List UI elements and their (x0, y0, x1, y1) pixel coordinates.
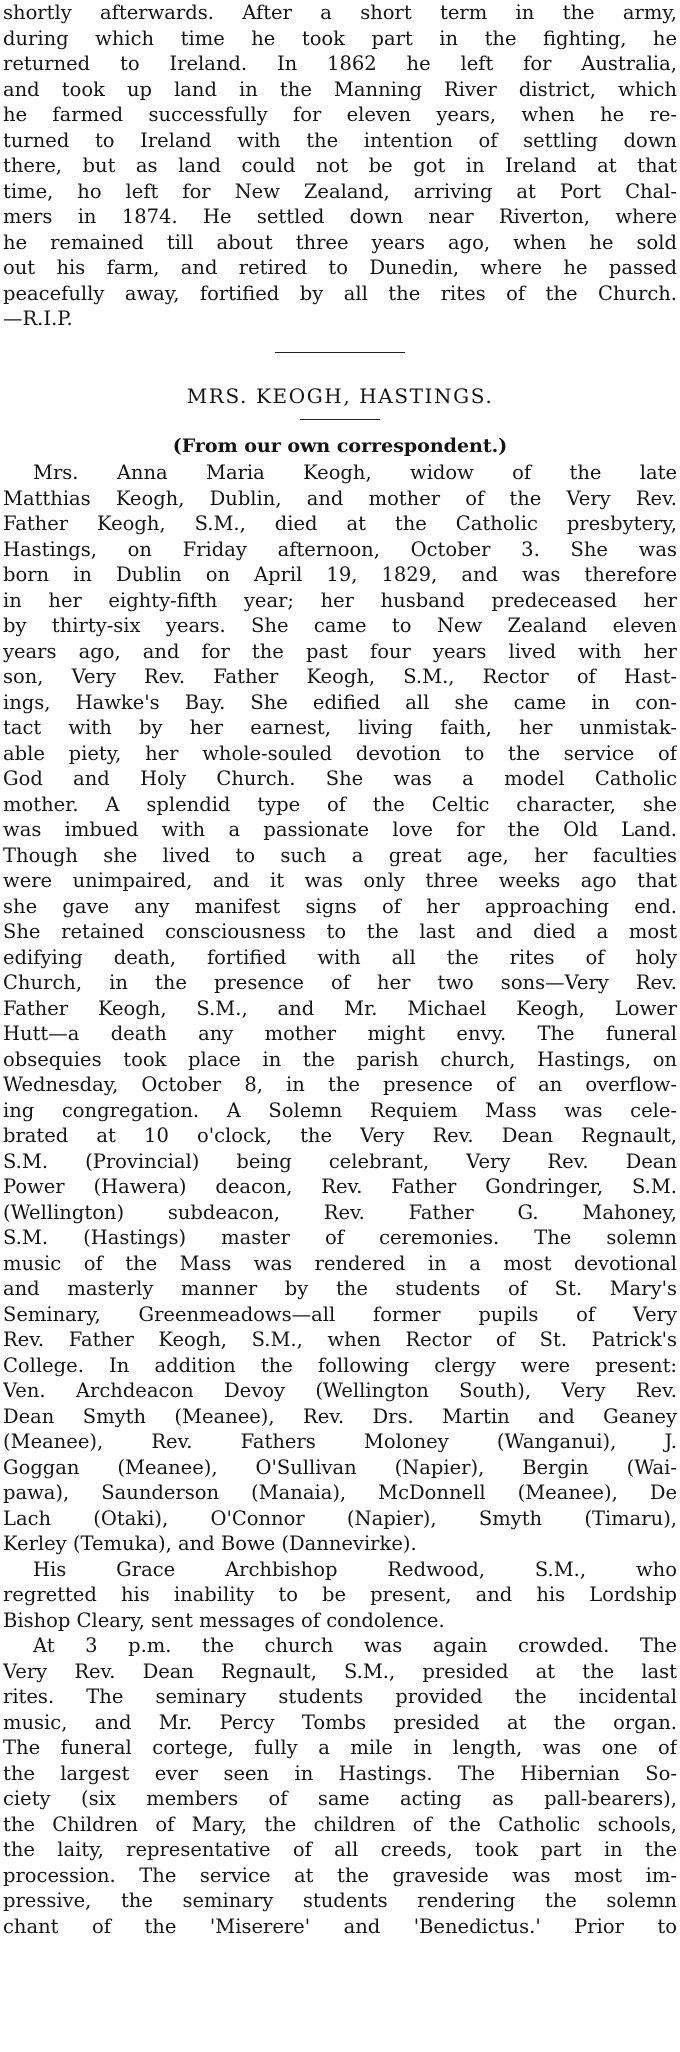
text-line: procession. The service at the graveside was most im- (3, 1863, 677, 1887)
text-line: regretted his inability to be present, and his Lordship (3, 1583, 677, 1607)
section-divider-rule (275, 352, 405, 353)
text-line: son, Very Rev. Father Keogh, S.M., Rector of Hast- (3, 665, 677, 689)
text-line: Wednesday, October 8, in the presence of an overflow- (3, 1073, 677, 1097)
text-line: —R.I.P. (3, 307, 73, 330)
text-line: College. In addition the following clergy were present: (3, 1353, 677, 1377)
text-line: (Wellington) subdeacon, Rev. Father G. Mahoney, (3, 1200, 677, 1224)
text-line: Mrs. Anna Maria Keogh, widow of the late (33, 461, 677, 485)
text-line: the laity, representative of all creeds, took part in the (3, 1838, 677, 1862)
text-line: able piety, her whole-souled devotion to the service of (3, 741, 677, 765)
text-line: obsequies took place in the parish church, Hastings, on (3, 1047, 677, 1071)
text-line: The funeral cortege, fully a mile in length, was one of (3, 1736, 677, 1760)
text-line: Rev. Father Keogh, S.M., when Rector of St. Patrick's (3, 1328, 677, 1352)
text-line: time, ho left for New Zealand, arriving at Port Chal- (3, 179, 677, 203)
text-line: pressive, the seminary students rendering the solemn (3, 1889, 677, 1913)
text-line: ings, Hawke's Bay. She edified all she came in con- (3, 690, 677, 714)
text-line: turned to Ireland with the intention of settling down (3, 128, 677, 152)
text-line: he remained till about three years ago, when he sold (3, 230, 677, 254)
text-line: At 3 p.m. the church was again crowded. The (33, 1634, 677, 1658)
text-line: there, but as land could not be got in Ireland at that (3, 154, 677, 177)
article-paragraph (3, 460, 677, 1557)
text-line: Kerley (Temuka), and Bowe (Dannevirke). (3, 1532, 417, 1556)
text-line: S.M. (Provincial) being celebrant, Very Rev. Dean (3, 1149, 677, 1173)
text-line: shortly afterwards. After a short term in the army, (3, 1, 677, 24)
text-line: Power (Hawera) deacon, Rev. Father Gondringer, S.M. (3, 1175, 677, 1199)
text-line: by thirty-six years. She came to New Zealand eleven (3, 614, 677, 638)
text-line: edifying death, fortified with all the rites of holy (3, 945, 677, 969)
text-line: Hastings, on Friday afternoon, October 3. She was (3, 537, 677, 561)
text-line: Matthias Keogh, Dublin, and mother of the Very Rev. (3, 486, 677, 510)
text-line: during which time he took part in the fighting, he (3, 26, 677, 50)
text-line: ing congregation. A Solemn Requiem Mass was cele- (3, 1098, 677, 1122)
text-column (3, 0, 677, 1939)
text-line: she gave any manifest signs of her approaching end. (3, 894, 677, 918)
text-line: Church, in the presence of her two sons—Very Rev. (3, 971, 677, 995)
text-line: born in Dublin on April 19, 1829, and was therefore (3, 563, 677, 587)
article-headline: MRS. KEOGH, HASTINGS. (186, 383, 494, 408)
text-line: tact with by her earnest, living faith, her unmistak- (3, 716, 677, 740)
text-line: brated at 10 o'clock, the Very Rev. Dean Regnault, (3, 1124, 677, 1148)
text-line: (Meanee), Rev. Fathers Moloney (Wanganui), J. (3, 1430, 677, 1454)
text-line: Very Rev. Dean Regnault, S.M., presided at the last (3, 1659, 677, 1683)
text-line: Lach (Otaki), O'Connor (Napier), Smyth (Timaru), (3, 1506, 677, 1530)
text-line: mother. A splendid type of the Celtic character, she (3, 792, 677, 816)
text-line: pawa), Saunderson (Manaia), McDonnell (Meanee), De (3, 1481, 677, 1505)
text-line: Father Keogh, S.M., and Mr. Michael Keogh, Lower (3, 996, 677, 1020)
article-body (3, 460, 677, 1939)
text-line: the Children of Mary, the children of the Catholic schools, (3, 1812, 677, 1836)
article-paragraph (3, 1557, 677, 1634)
text-line: His Grace Archbishop Redwood, S.M., who (33, 1557, 677, 1581)
text-line: the largest ever seen in Hastings. The Hibernian So- (3, 1761, 677, 1785)
text-line: Ven. Archdeacon Devoy (Wellington South), Very Rev. (3, 1379, 677, 1403)
text-line: Bishop Cleary, sent messages of condolence. (3, 1608, 445, 1632)
text-line: S.M. (Hastings) master of ceremonies. The solemn (3, 1226, 677, 1250)
text-line: ciety (six members of same acting as pall-bearers), (3, 1787, 677, 1811)
previous-obituary-tail (3, 0, 677, 332)
text-line: She retained consciousness to the last and died a most (3, 920, 677, 944)
headline-underline-rule (300, 419, 380, 420)
text-line: Though she lived to such a great age, her faculties (3, 843, 677, 867)
text-line: music, and Mr. Percy Tombs presided at the organ. (3, 1710, 677, 1734)
text-line: out his farm, and retired to Dunedin, where he passed (3, 256, 677, 279)
text-line: Dean Smyth (Meanee), Rev. Drs. Martin and Geaney (3, 1404, 677, 1428)
text-line: were unimpaired, and it was only three weeks ago that (3, 869, 677, 893)
text-line: and masterly manner by the students of St. Mary's (3, 1277, 677, 1301)
text-line: returned to Ireland. In 1862 he left for Australia, (3, 52, 677, 75)
text-line: in her eighty-fifth year; her husband predeceased her (3, 588, 677, 612)
text-line: God and Holy Church. She was a model Catholic (3, 767, 677, 791)
article-paragraph (3, 1633, 677, 1939)
text-line: was imbued with a passionate love for the Old Land. (3, 818, 677, 842)
text-line: Seminary, Greenmeadows—all former pupils of Very (3, 1302, 677, 1326)
text-line: and took up land in the Manning River district, which (3, 77, 677, 101)
article-byline: (From our own correspondent.) (172, 435, 508, 458)
text-line: rites. The seminary students provided the incidental (3, 1685, 677, 1709)
text-line: chant of the 'Miserere' and 'Benedictus.' Prior to (3, 1914, 677, 1938)
text-line: Hutt—a death any mother might envy. The funeral (3, 1022, 677, 1046)
text-line: Father Keogh, S.M., died at the Catholic presbytery, (3, 512, 677, 536)
text-line: years ago, and for the past four years lived with her (3, 639, 677, 663)
text-line: mers in 1874. He settled down near Riverton, where (3, 205, 677, 228)
text-line: peacefully away, fortified by all the rites of the Church. (3, 281, 677, 305)
text-line: he farmed successfully for eleven years, when he re- (3, 103, 677, 126)
text-line: music of the Mass was rendered in a most devotional (3, 1251, 677, 1275)
text-line: Goggan (Meanee), O'Sullivan (Napier), Bergin (Wai- (3, 1455, 677, 1479)
